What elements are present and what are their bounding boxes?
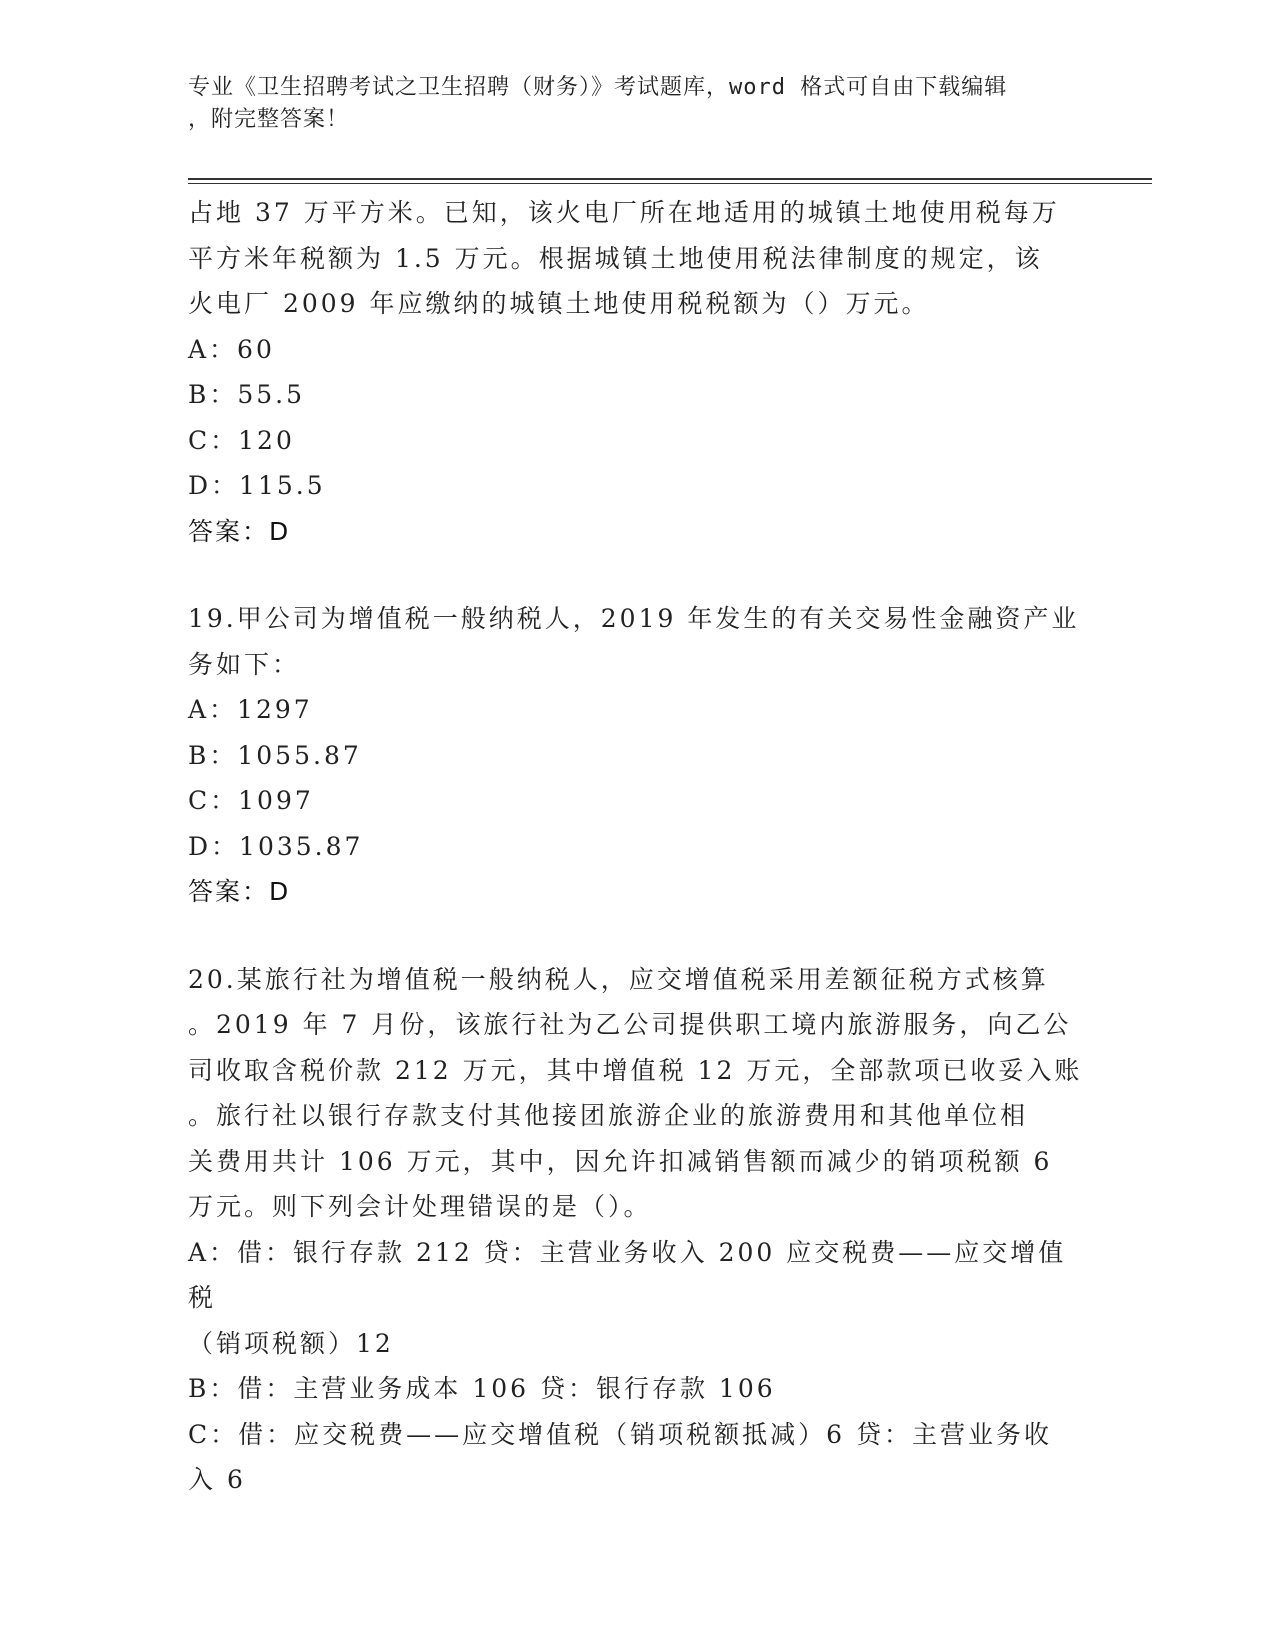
question-text-line: 。旅行社以银行存款支付其他接团旅游企业的旅游费用和其他单位相 — [188, 1101, 1029, 1130]
option-a: A：60 — [188, 334, 275, 364]
answer-label: 答案：D — [188, 877, 291, 906]
option-line: C：借：应交税费——应交增值税（销项税额抵减）6 贷：主营业务收 — [188, 1419, 1052, 1449]
header-divider — [188, 178, 1152, 184]
option-c: C：120 — [188, 425, 295, 455]
header-title-line-2: ，附完整答案！ — [188, 107, 350, 132]
header-title-line-1: 专业《卫生招聘考试之卫生招聘（财务）》考试题库，word 格式可自由下载编辑 — [188, 75, 1008, 100]
question-19-text — [188, 596, 1088, 687]
question-text-line: 。2019 年 7 月份，该旅行社为乙公司提供职工境内旅游服务，向乙公 — [188, 1010, 1072, 1039]
option-line: 入 6 — [188, 1465, 246, 1494]
question-20 — [188, 957, 1088, 1503]
question-18-text — [188, 190, 1088, 327]
question-text-line: 万元。则下列会计处理错误的是（）。 — [188, 1192, 652, 1221]
question-text-line: 平方米年税额为 1.5 万元。根据城镇土地使用税法律制度的规定，该 — [188, 243, 1043, 273]
option-a: A：1297 — [188, 695, 313, 724]
question-content — [188, 190, 1088, 1503]
question-text-line: 司收取含税价款 212 万元，其中增值税 12 万元，全部款项已收妥入账 — [188, 1055, 1083, 1085]
question-20-text — [188, 957, 1088, 1230]
option-line: A：借：银行存款 212 贷：主营业务收入 200 应交税费——应交增值税 — [188, 1237, 1067, 1312]
question-19 — [188, 596, 1088, 915]
question-text-line: 关费用共计 106 万元，其中，因允许扣减销售额而减少的销项税额 6 — [188, 1146, 1053, 1176]
question-text-line: 务如下： — [188, 649, 301, 679]
option-c: C：1097 — [188, 786, 314, 815]
question-text-line: 20.某旅行社为增值税一般纳税人，应交增值税采用差额征税方式核算 — [188, 964, 1049, 994]
option-line: （销项税额）12 — [188, 1328, 394, 1358]
option-a — [188, 1230, 1088, 1367]
option-d: D：115.5 — [188, 471, 326, 500]
question-text-line: 19.甲公司为增值税一般纳税人，2019 年发生的有关交易性金融资产业 — [188, 604, 1080, 633]
option-c — [188, 1412, 1088, 1503]
option-b: B：借：主营业务成本 106 贷：银行存款 106 — [188, 1374, 776, 1403]
answer-label: 答案：D — [188, 516, 291, 546]
question-text-line: 占地 37 万平方米。已知，该火电厂所在地适用的城镇土地使用税每万 — [188, 198, 1060, 227]
question-text-line: 火电厂 2009 年应缴纳的城镇土地使用税税额为（）万元。 — [188, 289, 930, 318]
document-header — [188, 72, 1088, 136]
question-18 — [188, 190, 1088, 554]
option-b: B：55.5 — [188, 380, 306, 409]
option-d: D：1035.87 — [188, 831, 364, 861]
option-b: B：1055.87 — [188, 740, 362, 770]
